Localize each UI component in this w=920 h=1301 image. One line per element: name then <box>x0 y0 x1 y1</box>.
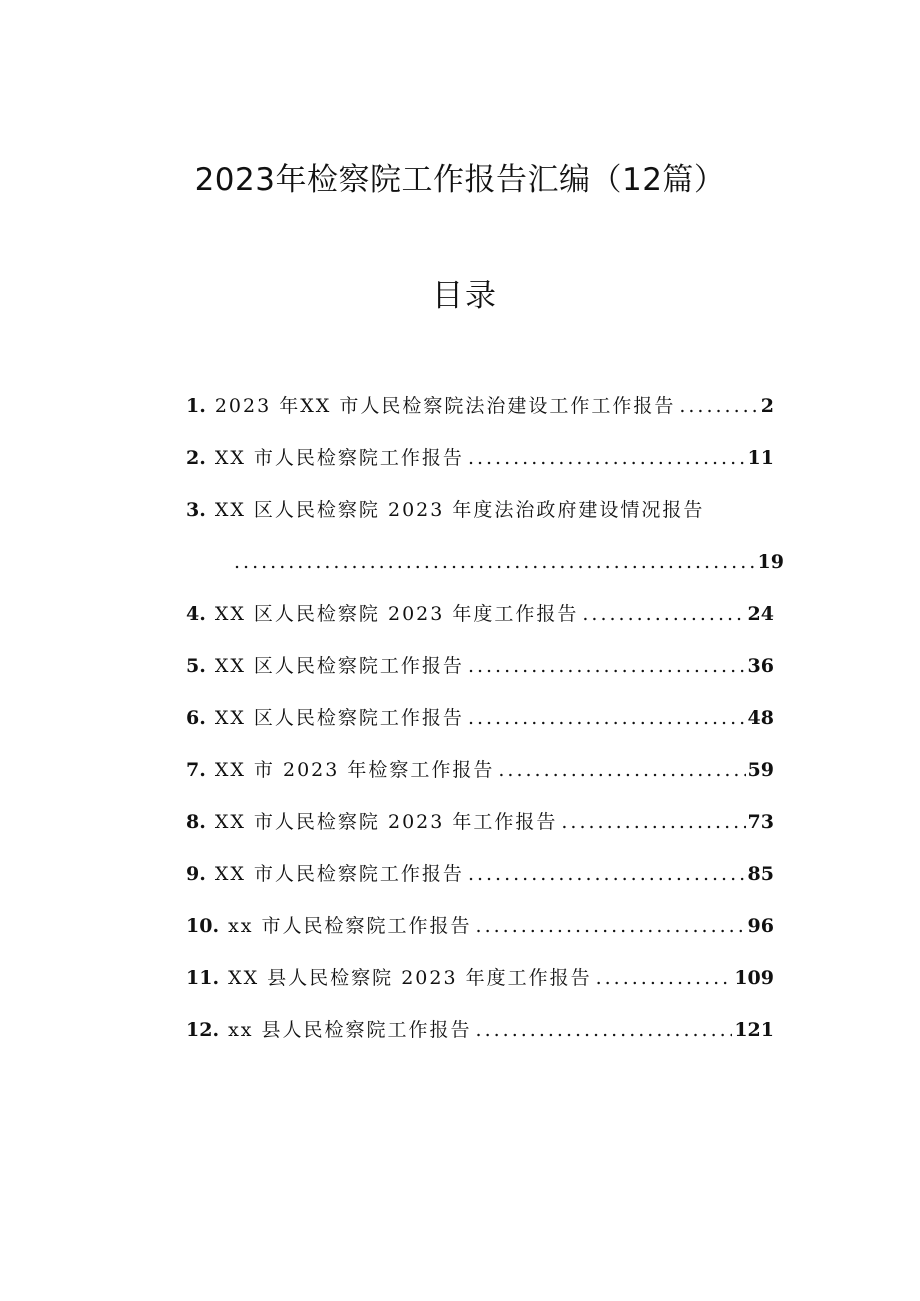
toc-entry-title: XX 区人民检察院工作报告 <box>214 707 464 729</box>
toc-entry-10[interactable] <box>186 900 774 952</box>
toc-entry-number: 5. <box>186 655 206 677</box>
toc-entry-page: 19 <box>757 551 784 573</box>
toc-entry-number: 9. <box>186 863 206 885</box>
toc-entry-1[interactable] <box>186 380 774 432</box>
toc-entry-number: 4. <box>186 603 206 625</box>
toc-entry-4[interactable] <box>186 588 774 640</box>
toc-entry-number: 2. <box>186 447 206 469</box>
toc-entry-line <box>186 484 774 536</box>
toc-entry-2[interactable] <box>186 432 774 484</box>
toc-entry-title: XX 县人民检察院 2023 年度工作报告 <box>228 967 592 989</box>
table-of-contents <box>186 380 786 1056</box>
toc-entry-number: 7. <box>186 759 206 781</box>
toc-entry-page: 24 <box>747 603 774 625</box>
toc-entry-number: 1. <box>186 395 206 417</box>
toc-leader-dots <box>592 952 733 1004</box>
toc-entry-number: 6. <box>186 707 206 729</box>
toc-entry-title: XX 区人民检察院工作报告 <box>214 655 464 677</box>
toc-entry-9[interactable] <box>186 848 774 900</box>
toc-leader-dots <box>472 900 746 952</box>
toc-entry-7[interactable] <box>186 744 774 796</box>
toc-entry-page: 96 <box>747 915 774 937</box>
toc-entry-12[interactable] <box>186 1004 774 1056</box>
toc-leader-dots <box>464 848 746 900</box>
toc-entry-title: xx 县人民检察院工作报告 <box>228 1019 472 1041</box>
toc-entry-title: XX 市人民检察院工作报告 <box>214 863 464 885</box>
toc-heading: 目录 <box>432 278 498 314</box>
toc-leader-dots <box>675 380 758 432</box>
toc-entry-page: 2 <box>760 395 774 417</box>
toc-entry-6[interactable] <box>186 692 774 744</box>
toc-leader-dots <box>557 796 745 848</box>
toc-entry-page: 85 <box>747 863 774 885</box>
toc-leader-dots <box>472 1004 733 1056</box>
toc-entry-11[interactable] <box>186 952 774 1004</box>
toc-entry-number: 12. <box>186 1019 220 1041</box>
toc-entry-title: xx 市人民检察院工作报告 <box>228 915 472 937</box>
toc-entry-page: 109 <box>734 967 774 989</box>
toc-entry-5[interactable] <box>186 640 774 692</box>
toc-entry-3[interactable] <box>186 484 784 588</box>
toc-entry-number: 10. <box>186 915 220 937</box>
toc-leader-dots <box>230 536 756 588</box>
toc-entry-title: XX 市 2023 年检察工作报告 <box>214 759 495 781</box>
toc-entry-number: 11. <box>186 967 220 989</box>
document-title: 2023年检察院工作报告汇编（12篇） <box>194 162 726 198</box>
toc-entry-line <box>186 536 784 588</box>
toc-entry-page: 121 <box>734 1019 774 1041</box>
toc-leader-dots <box>494 744 745 796</box>
toc-entry-page: 48 <box>747 707 774 729</box>
toc-entry-number: 3. <box>186 499 206 521</box>
toc-entry-title: XX 区人民检察院 2023 年度法治政府建设情况报告 <box>214 499 705 521</box>
toc-leader-dots <box>464 432 746 484</box>
toc-leader-dots <box>578 588 745 640</box>
toc-entry-8[interactable] <box>186 796 774 848</box>
toc-entry-page: 36 <box>747 655 774 677</box>
toc-entry-title: XX 区人民检察院 2023 年度工作报告 <box>214 603 579 625</box>
toc-entry-page: 73 <box>747 811 774 833</box>
toc-entry-title: 2023 年XX 市人民检察院法治建设工作工作报告 <box>214 395 676 417</box>
toc-entry-page: 11 <box>747 447 774 469</box>
toc-leader-dots <box>464 640 746 692</box>
toc-entry-number: 8. <box>186 811 206 833</box>
toc-leader-dots <box>464 692 746 744</box>
toc-entry-page: 59 <box>747 759 774 781</box>
toc-entry-title: XX 市人民检察院工作报告 <box>214 447 464 469</box>
toc-entry-title: XX 市人民检察院 2023 年工作报告 <box>214 811 558 833</box>
